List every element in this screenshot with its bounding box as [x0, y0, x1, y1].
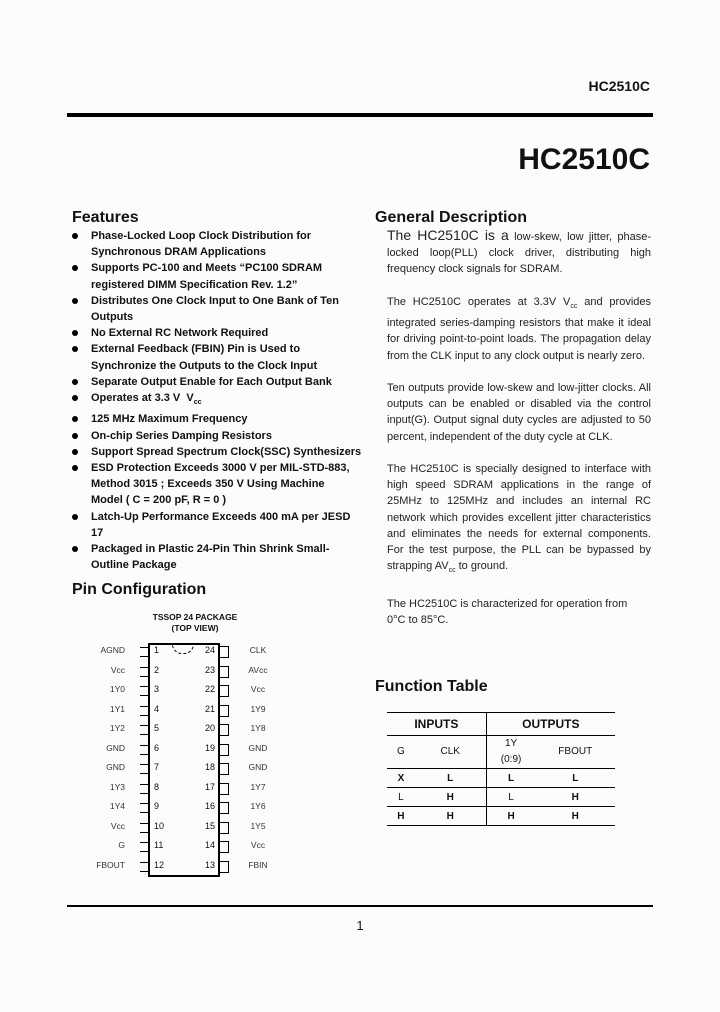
- pin-lead-icon: [220, 666, 229, 678]
- pin-label-left: 1Y2: [109, 723, 125, 733]
- pin-lead-icon: [140, 803, 148, 813]
- pin-number: 23: [204, 664, 215, 675]
- feature-item: Support Spread Spectrum Clock(SSC) Synthesizers: [72, 444, 362, 460]
- pin-number: 1: [154, 645, 160, 655]
- pin-number: 12: [154, 859, 165, 870]
- description-paragraph: The HC2510C is a low-skew, low jitter, phase-locked loop(PLL) clock driver, distributing high frequency clock signals for SDRAM.: [387, 227, 651, 276]
- pin-number: 9: [154, 801, 160, 811]
- bullet-icon: [72, 330, 78, 336]
- pin-number: 24: [204, 645, 215, 655]
- pin-label-right: AVcc: [248, 664, 268, 675]
- pin-lead-icon: [220, 705, 229, 717]
- pin-number: 13: [204, 859, 215, 870]
- feature-item: External Feedback (FBIN) Pin is Used to Synchronize the Outputs to the Clock Input: [72, 341, 362, 373]
- pin-label-left: GND: [106, 742, 125, 753]
- pin-number: 5: [154, 723, 160, 733]
- bullet-icon: [72, 433, 78, 439]
- feature-item: Separate Output Enable for Each Output Bank: [72, 374, 362, 390]
- pin-lead-icon: [220, 802, 229, 814]
- feature-item: Packaged in Plastic 24-Pin Thin Shrink Small-Outline Package: [72, 541, 362, 573]
- pin-lead-icon: [140, 706, 148, 716]
- feature-item: Phase-Locked Loop Clock Distribution for Synchronous DRAM Applications: [72, 228, 362, 260]
- pin-label-left: 1Y0: [109, 684, 125, 694]
- pin-number: 15: [204, 820, 215, 831]
- bullet-icon: [72, 395, 78, 401]
- document-title: HC2510C: [518, 143, 650, 176]
- pin-label-left: Vcc: [110, 820, 125, 831]
- pin-number: 17: [204, 781, 215, 792]
- bullet-icon: [72, 465, 78, 471]
- table-row: L H L H: [387, 788, 615, 807]
- pin-lead-icon: [220, 724, 229, 736]
- feature-item: Supports PC-100 and Meets “PC100 SDRAM registered DIMM Specification Rev. 1.2”: [72, 260, 362, 292]
- pin-label-right: 1Y5: [250, 820, 266, 831]
- pin-lead-icon: [140, 725, 148, 735]
- pin-number: 10: [154, 820, 165, 831]
- footer-rule: [67, 905, 653, 907]
- function-table: [387, 712, 615, 826]
- pin-number: 18: [204, 762, 215, 772]
- pin-label-right: Vcc: [250, 684, 266, 694]
- pin-lead-icon: [220, 783, 229, 795]
- pin-label-left: 1Y4: [109, 801, 125, 811]
- running-header-part-number: HC2510C: [588, 78, 650, 94]
- pin-label-right: 1Y7: [250, 781, 266, 792]
- pin-lead-icon: [140, 686, 148, 696]
- features-list: [72, 228, 362, 573]
- pin-label-right: Vcc: [250, 840, 266, 850]
- bullet-icon: [72, 233, 78, 239]
- bullet-icon: [72, 346, 78, 352]
- pin-lead-icon: [220, 685, 229, 697]
- bullet-icon: [72, 265, 78, 271]
- pin-number: 16: [204, 801, 215, 811]
- feature-item: Latch-Up Performance Exceeds 400 mA per JESD 17: [72, 509, 362, 541]
- pin-label-left: G: [118, 840, 125, 850]
- pin-lead-icon: [140, 764, 148, 774]
- feature-item: ESD Protection Exceeds 3000 V per MIL-STD-883, Method 3015 ; Exceeds 350 V Using Machine Model ( C = 200 pF, R = 0 ): [72, 460, 362, 509]
- pin-label-left: GND: [106, 762, 125, 772]
- pin-number: 11: [154, 840, 164, 850]
- general-description-heading: General Description: [375, 209, 528, 226]
- pin-lead-icon: [140, 784, 148, 794]
- package-caption: TSSOP 24 PACKAGE (TOP VIEW): [152, 612, 238, 633]
- pin-configuration-heading: Pin Configuration: [72, 581, 207, 598]
- features-heading: Features: [72, 209, 139, 226]
- pin-lead-icon: [220, 841, 229, 853]
- pin-lead-icon: [220, 646, 229, 658]
- feature-item: Distributes One Clock Input to One Bank of Ten Outputs: [72, 293, 362, 325]
- pin-lead-icon: [140, 745, 148, 755]
- feature-item: No External RC Network Required: [72, 325, 362, 341]
- column-header-1y: 1Y (0:9): [486, 736, 535, 769]
- header-rule: [67, 113, 653, 117]
- column-header-fbout: FBOUT: [535, 736, 615, 769]
- inputs-header: INPUTS: [387, 713, 486, 736]
- pin-lead-icon: [140, 667, 148, 677]
- pin-lead-icon: [140, 647, 148, 657]
- pin-label-right: FBIN: [248, 859, 268, 870]
- column-header-clk: CLK: [415, 736, 486, 769]
- pin-lead-icon: [220, 822, 229, 834]
- pin-label-left: FBOUT: [96, 859, 125, 870]
- pin-lead-icon: [220, 861, 229, 873]
- feature-item: On-chip Series Damping Resistors: [72, 428, 362, 444]
- bullet-icon: [72, 514, 78, 520]
- outputs-header: OUTPUTS: [486, 713, 615, 736]
- function-table-heading: Function Table: [375, 678, 488, 695]
- pin-label-right: 1Y6: [250, 801, 266, 811]
- pin-number: 20: [204, 723, 215, 733]
- pin-lead-icon: [140, 862, 148, 872]
- description-paragraph: Ten outputs provide low-skew and low-jitter clocks. All outputs can be enabled or disabled via the control input(G). Output signal duty cycles are adjusted to 50 percent, independent of the duty cycle at CLK.: [387, 381, 651, 443]
- pin-number: 3: [154, 684, 160, 694]
- bullet-icon: [72, 546, 78, 552]
- pin-number: 6: [154, 742, 160, 753]
- table-group-header-row: [387, 713, 615, 736]
- pin-number: 19: [204, 742, 215, 753]
- pin-number: 4: [154, 703, 160, 714]
- pin-lead-icon: [220, 763, 229, 775]
- pin-number: 22: [204, 684, 215, 694]
- bullet-icon: [72, 298, 78, 304]
- pin-label-right: 1Y9: [250, 703, 266, 714]
- pin-label-left: AGND: [100, 645, 125, 655]
- pin-label-right: CLK: [249, 645, 267, 655]
- pin-label-left: 1Y1: [109, 703, 125, 714]
- table-column-header-row: [387, 736, 615, 769]
- description-paragraph: The HC2510C is specially designed to interface with high speed SDRAM applications in the range of 25MHz to 125MHz and includes an internal RC network which provides excellent jitter characteristics and eliminates the needs for external components. For the test purpose, the PLL can be bypassed by strapping $AV_{cc}$ to ground.: [387, 462, 651, 575]
- column-header-g: G: [387, 736, 415, 769]
- bullet-icon: [72, 416, 78, 422]
- table-row: X L L L: [387, 769, 615, 788]
- general-description-body: [387, 227, 651, 644]
- pin-label-left: Vcc: [110, 664, 125, 675]
- pin-number: 2: [154, 664, 160, 675]
- pin-label-right: 1Y8: [250, 723, 266, 733]
- pin-lead-icon: [140, 842, 148, 852]
- pin-lead-icon: [140, 823, 148, 833]
- page-number: 1: [356, 918, 364, 933]
- pin-lead-icon: [220, 744, 229, 756]
- description-paragraph: The HC2510C is characterized for operation from 0°C to 85°C.: [387, 597, 628, 626]
- feature-item: 125 MHz Maximum Frequency: [72, 411, 362, 427]
- feature-item: Operates at 3.3 V $V_{cc}$: [72, 390, 362, 411]
- pin-number: 7: [154, 762, 160, 772]
- bullet-icon: [72, 379, 78, 385]
- table-row: H H H H: [387, 807, 615, 826]
- pin-label-right: GND: [248, 762, 268, 772]
- bullet-icon: [72, 449, 78, 455]
- pin-number: 8: [154, 781, 160, 792]
- pin-label-left: 1Y3: [109, 781, 125, 792]
- pin-label-right: GND: [248, 742, 268, 753]
- pin-number: 21: [204, 703, 215, 714]
- pin-number: 14: [204, 840, 215, 850]
- description-paragraph: The HC2510C operates at 3.3V $V_{cc}$ and provides integrated series-damping resistors that make it ideal for driving point-to-point loads. The propagation delay from the CLK input to any clock output is nearly zero.: [387, 295, 651, 362]
